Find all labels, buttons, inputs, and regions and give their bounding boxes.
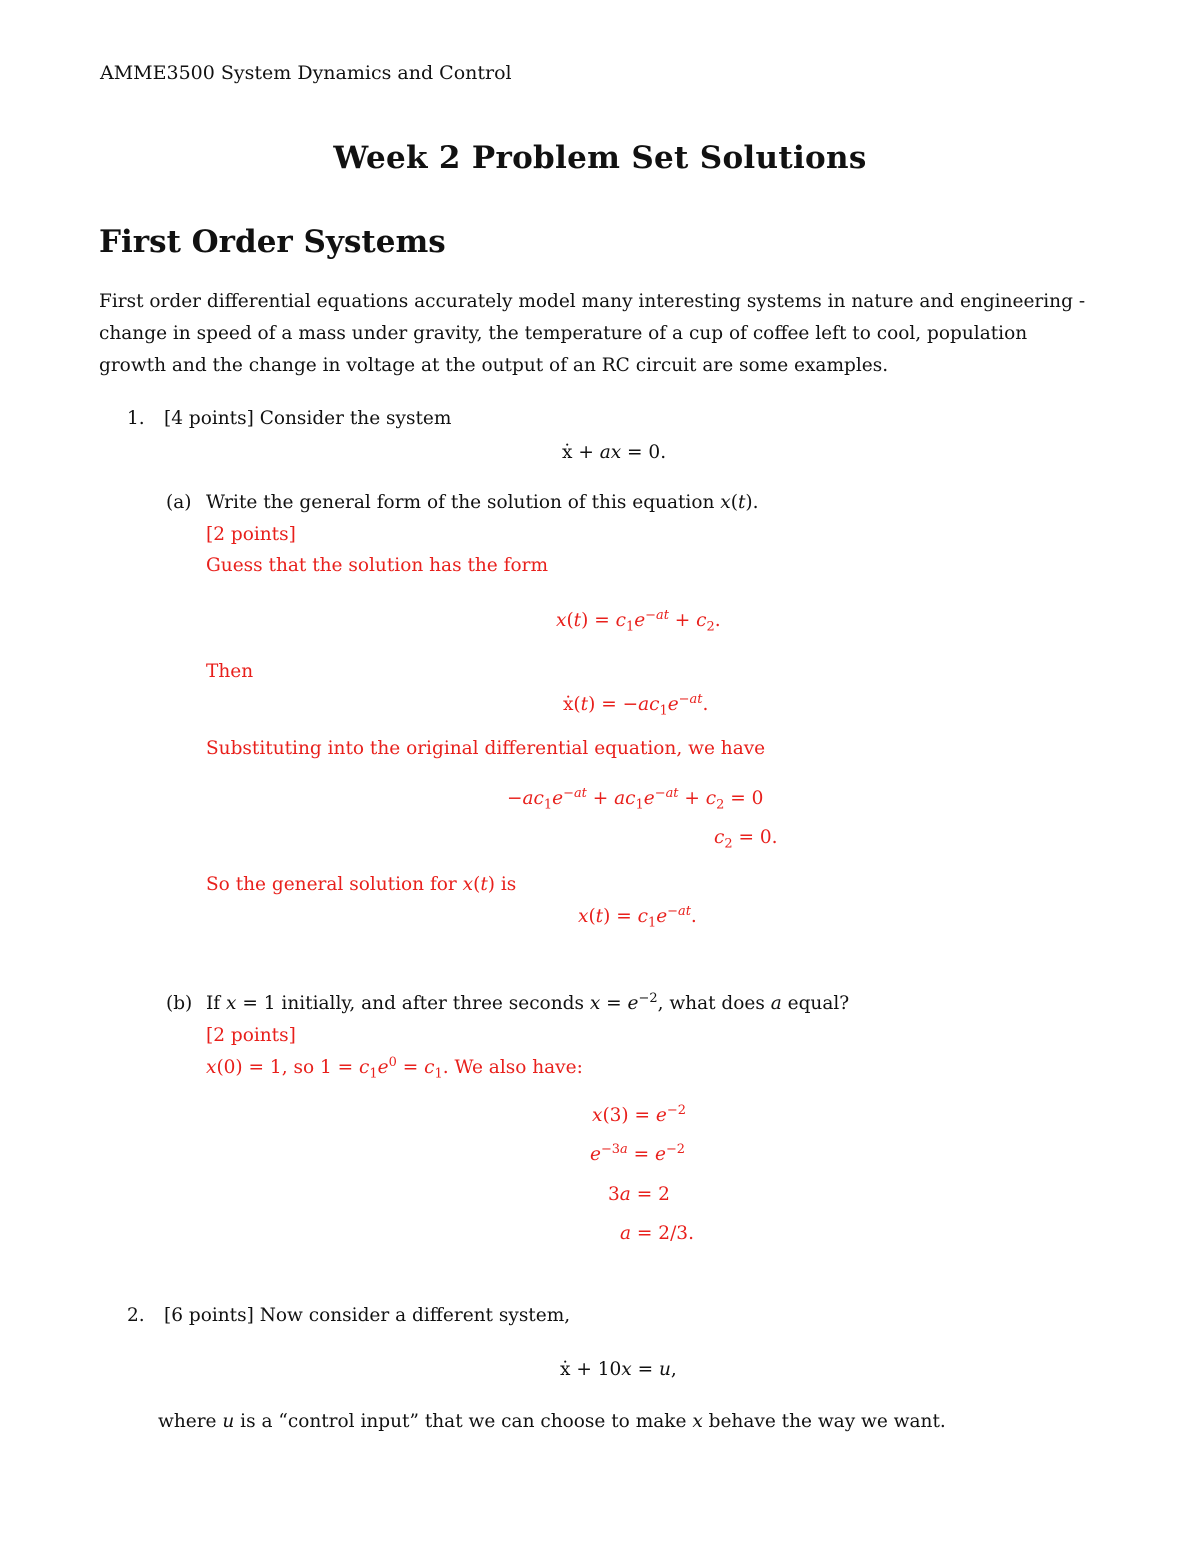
- equation-controlled-system: ẋ + 10x = u,: [560, 1359, 677, 1380]
- part-a-general-text: So the general solution for x(t) is: [206, 874, 517, 895]
- equation-x3: $x(3) = e^{-2}$: [592, 1102, 686, 1126]
- part-a-points: [2 points]: [206, 524, 296, 545]
- equation-derivative: ẋ(t) = $-ac_1e^{-at}$.: [563, 691, 709, 719]
- equation-exp: $e^{-3a} = e^{-2}$: [590, 1141, 686, 1165]
- part-a-guess-text: Guess that the solution has the form: [206, 555, 548, 576]
- equation-a-value: a = 2/3.: [620, 1223, 694, 1244]
- equation-system: ẋ + ax = 0.: [562, 442, 667, 463]
- equation-general-solution: $x(t) = c_1e^{-at}$.: [578, 903, 697, 931]
- part-a-label: (a): [166, 492, 192, 513]
- intro-paragraph: First order differential equations accurately model many interesting systems in nature and engineering - change in speed of a mass under gravity, the temperature of a cup of coffee left to cool, population growth and the change in voltage at the output of an RC circuit are some examples.: [99, 291, 1086, 376]
- part-b-label: (b): [166, 993, 193, 1014]
- question-2-text: [6 points] Now consider a different system,: [164, 1305, 571, 1326]
- question-2-where-text: where u is a “control input” that we can choose to make x behave the way we want.: [158, 1411, 946, 1432]
- question-2-number: 2.: [127, 1305, 145, 1326]
- equation-substituted: $-ac_1e^{-at} + ac_1e^{-at} + c_2 = 0$: [507, 785, 764, 813]
- question-1-text: [4 points] Consider the system: [164, 408, 452, 429]
- equation-guess: $x(t) = c_1e^{-at} + c_2$.: [556, 607, 721, 635]
- part-a-then-text: Then: [206, 661, 254, 682]
- document-title: Week 2 Problem Set Solutions: [333, 140, 867, 176]
- equation-3a: 3a = 2: [608, 1184, 670, 1205]
- section-heading: First Order Systems: [99, 224, 446, 260]
- part-b-points: [2 points]: [206, 1025, 296, 1046]
- part-b-initial-text: x(0) = 1, so $1 = c_1e^0 = c_1$. We also have:: [206, 1054, 583, 1082]
- equation-c2-zero: $c_2 = 0$.: [714, 827, 778, 852]
- part-a-substituting-text: Substituting into the original differential equation, we have: [206, 738, 766, 759]
- part-a-question: Write the general form of the solution of this equation x(t).: [206, 492, 759, 513]
- course-header: AMME3500 System Dynamics and Control: [100, 62, 512, 84]
- question-1-number: 1.: [127, 408, 145, 429]
- part-b-question: If x = 1 initially, and after three seconds $x = e^{-2}$, what does a equal?: [206, 990, 850, 1014]
